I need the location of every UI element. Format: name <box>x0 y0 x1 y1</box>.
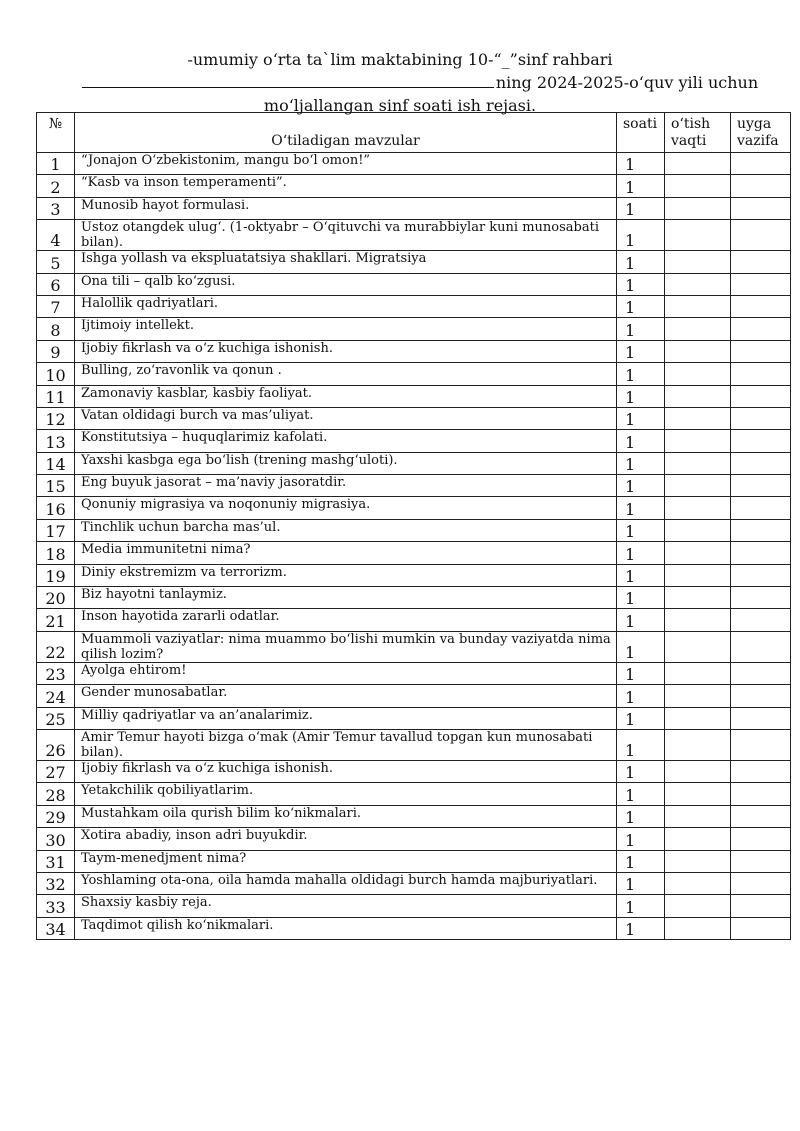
row-hours: 1 <box>617 363 665 385</box>
row-topic: Diniy ekstremizm va terrorizm. <box>75 564 617 586</box>
column-header-homework-line2: vazifa <box>737 133 779 149</box>
row-topic: “Jonajon O‘zbekistonim, mangu bo‘l omon!” <box>75 153 617 175</box>
table-row <box>37 587 791 609</box>
row-hours: 1 <box>617 828 665 850</box>
table-row <box>37 872 791 894</box>
row-number: 7 <box>37 295 75 317</box>
column-header-topic: O‘tiladigan mavzular <box>75 113 617 153</box>
row-time-cell <box>665 197 731 219</box>
row-homework-cell <box>731 153 791 175</box>
header-school-line: -umumiy o‘rta ta`lim maktabining 10-“_”sinf rahbari <box>187 50 613 69</box>
row-topic: Munosib hayot formulasi. <box>75 197 617 219</box>
row-hours: 1 <box>617 587 665 609</box>
row-hours: 1 <box>617 685 665 707</box>
row-number: 17 <box>37 519 75 541</box>
table-row <box>37 295 791 317</box>
table-row <box>37 153 791 175</box>
row-time-cell <box>665 729 731 760</box>
row-homework-cell <box>731 685 791 707</box>
row-topic: Muammoli vaziyatlar: nima muammo bo‘lishi mumkin va bunday vaziyatda nima qilish lozim? <box>75 631 617 662</box>
row-time-cell <box>665 430 731 452</box>
row-time-cell <box>665 662 731 684</box>
row-number: 12 <box>37 407 75 429</box>
row-number: 18 <box>37 542 75 564</box>
row-number: 25 <box>37 707 75 729</box>
row-time-cell <box>665 850 731 872</box>
row-time-cell <box>665 295 731 317</box>
table-row <box>37 318 791 340</box>
row-number: 21 <box>37 609 75 631</box>
row-number: 31 <box>37 850 75 872</box>
row-time-cell <box>665 475 731 497</box>
row-time-cell <box>665 542 731 564</box>
row-hours: 1 <box>617 519 665 541</box>
row-homework-cell <box>731 587 791 609</box>
row-number: 23 <box>37 662 75 684</box>
row-topic: Shaxsiy kasbiy reja. <box>75 895 617 917</box>
row-homework-cell <box>731 828 791 850</box>
table-row <box>37 631 791 662</box>
header-teacher-line <box>0 71 800 94</box>
table-row <box>37 662 791 684</box>
row-topic: Yetakchilik qobiliyatlarim. <box>75 783 617 805</box>
row-hours: 1 <box>617 872 665 894</box>
row-topic: Biz hayotni tanlaymiz. <box>75 587 617 609</box>
row-time-cell <box>665 452 731 474</box>
table-row <box>37 497 791 519</box>
column-header-homework <box>731 113 791 153</box>
row-homework-cell <box>731 318 791 340</box>
row-topic: Ijobiy fikrlash va o‘z kuchiga ishonish. <box>75 340 617 362</box>
column-header-homework-line1: uyga <box>737 116 772 132</box>
row-homework-cell <box>731 251 791 273</box>
row-homework-cell <box>731 760 791 782</box>
column-header-number: № <box>37 113 75 153</box>
table-row <box>37 340 791 362</box>
row-topic: “Kasb va inson temperamenti”. <box>75 175 617 197</box>
row-time-cell <box>665 631 731 662</box>
row-hours: 1 <box>617 318 665 340</box>
row-hours: 1 <box>617 251 665 273</box>
table-row <box>37 564 791 586</box>
row-hours: 1 <box>617 385 665 407</box>
row-topic: Bulling, zo‘ravonlik va qonun . <box>75 363 617 385</box>
table-row <box>37 707 791 729</box>
row-time-cell <box>665 318 731 340</box>
row-homework-cell <box>731 707 791 729</box>
row-topic: Xotira abadiy, inson adri buyukdir. <box>75 828 617 850</box>
row-number: 1 <box>37 153 75 175</box>
row-number: 16 <box>37 497 75 519</box>
row-topic: Gender munosabatlar. <box>75 685 617 707</box>
row-hours: 1 <box>617 273 665 295</box>
row-topic: Ona tili – qalb ko‘zgusi. <box>75 273 617 295</box>
row-hours: 1 <box>617 707 665 729</box>
row-number: 28 <box>37 783 75 805</box>
row-homework-cell <box>731 407 791 429</box>
table-row <box>37 685 791 707</box>
row-time-cell <box>665 872 731 894</box>
row-hours: 1 <box>617 609 665 631</box>
table-row <box>37 542 791 564</box>
row-topic: Halollik qadriyatlari. <box>75 295 617 317</box>
row-number: 11 <box>37 385 75 407</box>
row-number: 29 <box>37 805 75 827</box>
row-topic: Qonuniy migrasiya va noqonuniy migrasiya. <box>75 497 617 519</box>
row-topic: Eng buyuk jasorat – ma’naviy jasoratdir. <box>75 475 617 497</box>
teacher-name-blank <box>82 73 494 88</box>
table-row <box>37 251 791 273</box>
row-topic: Taqdimot qilish ko‘nikmalari. <box>75 917 617 939</box>
row-topic: Zamonaviy kasblar, kasbiy faoliyat. <box>75 385 617 407</box>
table-header-row <box>37 113 791 153</box>
row-time-cell <box>665 805 731 827</box>
row-hours: 1 <box>617 729 665 760</box>
row-number: 3 <box>37 197 75 219</box>
row-homework-cell <box>731 631 791 662</box>
row-homework-cell <box>731 220 791 251</box>
row-time-cell <box>665 407 731 429</box>
row-number: 8 <box>37 318 75 340</box>
table-row <box>37 273 791 295</box>
row-number: 14 <box>37 452 75 474</box>
table-row <box>37 850 791 872</box>
row-homework-cell <box>731 662 791 684</box>
row-time-cell <box>665 828 731 850</box>
column-header-time <box>665 113 731 153</box>
table-row <box>37 430 791 452</box>
row-number: 13 <box>37 430 75 452</box>
row-topic: Media immunitetni nima? <box>75 542 617 564</box>
row-number: 27 <box>37 760 75 782</box>
row-hours: 1 <box>617 662 665 684</box>
row-number: 9 <box>37 340 75 362</box>
row-homework-cell <box>731 850 791 872</box>
row-homework-cell <box>731 895 791 917</box>
row-number: 33 <box>37 895 75 917</box>
row-hours: 1 <box>617 760 665 782</box>
row-homework-cell <box>731 175 791 197</box>
table-row <box>37 197 791 219</box>
row-time-cell <box>665 363 731 385</box>
row-topic: Inson hayotida zararli odatlar. <box>75 609 617 631</box>
row-time-cell <box>665 251 731 273</box>
row-hours: 1 <box>617 475 665 497</box>
row-hours: 1 <box>617 452 665 474</box>
row-number: 20 <box>37 587 75 609</box>
row-number: 30 <box>37 828 75 850</box>
table-row <box>37 760 791 782</box>
row-time-cell <box>665 564 731 586</box>
table-row <box>37 609 791 631</box>
row-time-cell <box>665 685 731 707</box>
row-topic: Mustahkam oila qurish bilim ko‘nikmalari. <box>75 805 617 827</box>
row-time-cell <box>665 917 731 939</box>
row-hours: 1 <box>617 631 665 662</box>
row-hours: 1 <box>617 564 665 586</box>
row-topic: Ustoz otangdek ulug‘. (1-oktyabr – O‘qituvchi va murabbiylar kuni munosabati bilan). <box>75 220 617 251</box>
row-number: 19 <box>37 564 75 586</box>
row-homework-cell <box>731 475 791 497</box>
row-homework-cell <box>731 729 791 760</box>
row-topic: Ijobiy fikrlash va o‘z kuchiga ishonish. <box>75 760 617 782</box>
row-topic: Milliy qadriyatlar va an’analarimiz. <box>75 707 617 729</box>
row-hours: 1 <box>617 295 665 317</box>
row-time-cell <box>665 760 731 782</box>
row-topic: Ijtimoiy intellekt. <box>75 318 617 340</box>
row-hours: 1 <box>617 220 665 251</box>
row-hours: 1 <box>617 175 665 197</box>
row-number: 34 <box>37 917 75 939</box>
row-time-cell <box>665 385 731 407</box>
table-row <box>37 895 791 917</box>
row-time-cell <box>665 497 731 519</box>
row-homework-cell <box>731 519 791 541</box>
row-homework-cell <box>731 295 791 317</box>
table-row <box>37 783 791 805</box>
row-homework-cell <box>731 273 791 295</box>
row-hours: 1 <box>617 197 665 219</box>
table-row <box>37 475 791 497</box>
row-time-cell <box>665 153 731 175</box>
row-hours: 1 <box>617 153 665 175</box>
row-homework-cell <box>731 872 791 894</box>
row-homework-cell <box>731 452 791 474</box>
row-homework-cell <box>731 783 791 805</box>
header-plan-title: mo‘ljallangan sinf soati ish rejasi. <box>263 96 537 115</box>
table-row <box>37 175 791 197</box>
table-row <box>37 452 791 474</box>
row-homework-cell <box>731 430 791 452</box>
row-hours: 1 <box>617 407 665 429</box>
row-time-cell <box>665 340 731 362</box>
table-row <box>37 385 791 407</box>
row-hours: 1 <box>617 917 665 939</box>
row-hours: 1 <box>617 850 665 872</box>
row-time-cell <box>665 587 731 609</box>
row-number: 24 <box>37 685 75 707</box>
row-hours: 1 <box>617 783 665 805</box>
row-homework-cell <box>731 363 791 385</box>
row-time-cell <box>665 895 731 917</box>
row-time-cell <box>665 220 731 251</box>
row-time-cell <box>665 175 731 197</box>
row-homework-cell <box>731 385 791 407</box>
row-hours: 1 <box>617 542 665 564</box>
row-homework-cell <box>731 340 791 362</box>
table-row <box>37 805 791 827</box>
row-topic: Taym-menedjment nima? <box>75 850 617 872</box>
row-number: 2 <box>37 175 75 197</box>
row-homework-cell <box>731 805 791 827</box>
row-homework-cell <box>731 497 791 519</box>
row-number: 22 <box>37 631 75 662</box>
table-row <box>37 363 791 385</box>
row-hours: 1 <box>617 805 665 827</box>
row-homework-cell <box>731 197 791 219</box>
row-time-cell <box>665 707 731 729</box>
row-number: 26 <box>37 729 75 760</box>
row-number: 6 <box>37 273 75 295</box>
row-hours: 1 <box>617 340 665 362</box>
column-header-hours: soati <box>617 113 665 153</box>
row-homework-cell <box>731 609 791 631</box>
row-number: 10 <box>37 363 75 385</box>
lesson-plan-table <box>36 112 791 940</box>
row-time-cell <box>665 519 731 541</box>
row-hours: 1 <box>617 895 665 917</box>
table-body <box>37 153 791 940</box>
row-number: 32 <box>37 872 75 894</box>
row-time-cell <box>665 273 731 295</box>
row-topic: Amir Temur hayoti bizga o‘mak (Amir Temur tavallud topgan kun munosabati bilan). <box>75 729 617 760</box>
row-topic: Vatan oldidagi burch va mas’uliyat. <box>75 407 617 429</box>
row-time-cell <box>665 783 731 805</box>
row-homework-cell <box>731 564 791 586</box>
row-topic: Yoshlaming ota-ona, oila hamda mahalla oldidagi burch hamda majburiyatlari. <box>75 872 617 894</box>
row-topic: Yaxshi kasbga ega bo‘lish (trening mashg‘uloti). <box>75 452 617 474</box>
row-hours: 1 <box>617 430 665 452</box>
row-topic: Konstitutsiya – huquqlarimiz kafolati. <box>75 430 617 452</box>
table-row <box>37 917 791 939</box>
row-hours: 1 <box>617 497 665 519</box>
row-homework-cell <box>731 542 791 564</box>
table-row <box>37 220 791 251</box>
row-number: 15 <box>37 475 75 497</box>
row-topic: Ayolga ehtirom! <box>75 662 617 684</box>
row-number: 5 <box>37 251 75 273</box>
row-topic: Tinchlik uchun barcha mas’ul. <box>75 519 617 541</box>
column-header-time-line2: vaqti <box>671 133 707 149</box>
header-year-text: ning 2024-2025-o‘quv yili uchun <box>495 73 759 92</box>
row-homework-cell <box>731 917 791 939</box>
row-time-cell <box>665 609 731 631</box>
table-row <box>37 828 791 850</box>
row-number: 4 <box>37 220 75 251</box>
row-topic: Ishga yollash va ekspluatatsiya shakllari. Migratsiya <box>75 251 617 273</box>
table-row <box>37 519 791 541</box>
table-row <box>37 729 791 760</box>
document-header <box>0 48 800 117</box>
table-row <box>37 407 791 429</box>
column-header-time-line1: o‘tish <box>671 116 711 132</box>
